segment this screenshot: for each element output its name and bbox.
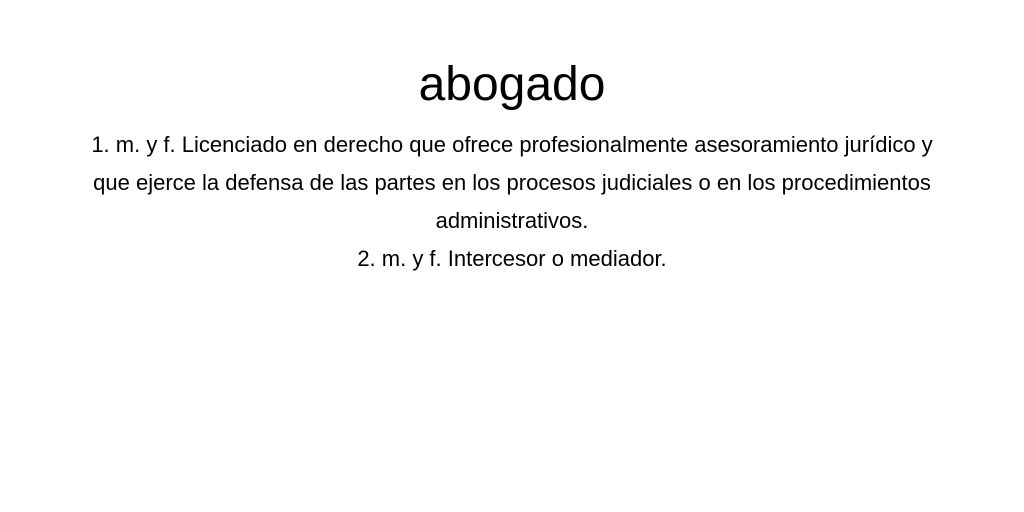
definition-2: 2. m. y f. Intercesor o mediador. (357, 246, 667, 271)
dictionary-entry (0, 56, 1024, 278)
headword: abogado (418, 58, 606, 111)
definition-list (72, 126, 952, 278)
definition-1: 1. m. y f. Licenciado en derecho que ofrece profesionalmente asesoramiento jurídico y que ejerce la defensa de las partes en los procesos judiciales o en los procedimientos administrativos. (91, 132, 933, 233)
